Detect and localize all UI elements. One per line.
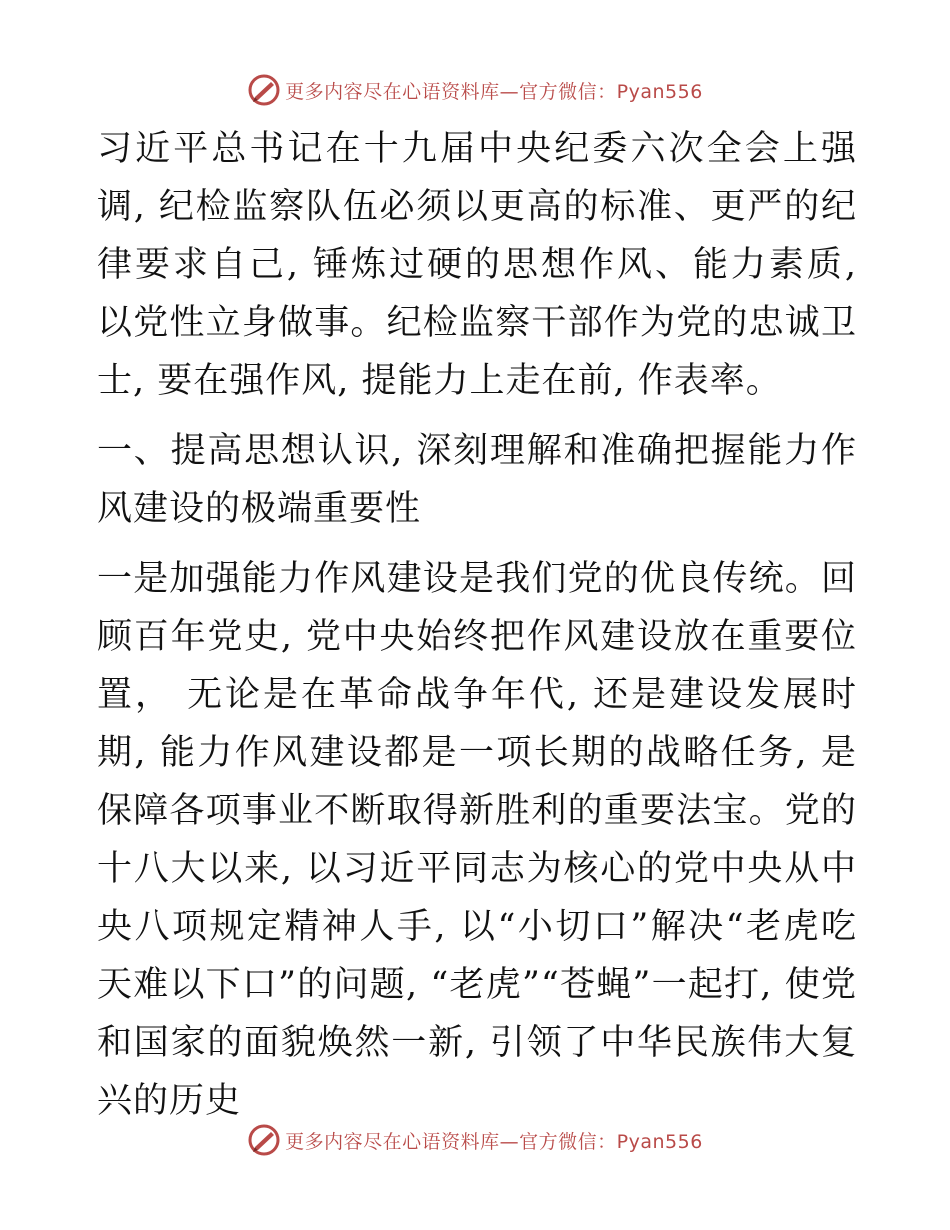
watermark-text: 更多内容尽在心语资料库—官方微信：Pyan556 [285, 1130, 703, 1153]
paragraph-intro: 习近平总书记在十九届中央纪委六次全会上强调, 纪检监察队伍必须以更高的标准、更严的纪律要求自己, 锤炼过硬的思想作风、能力素质, 以党性立身做事。纪检监察干部作为党的忠诚卫士, 要在强作风, 提能力上走在前, 作表率。 [97, 129, 857, 401]
header-watermark-banner [0, 70, 950, 110]
footer-watermark-banner [0, 1120, 950, 1160]
pen-logo-icon [247, 1123, 281, 1157]
pen-logo-icon [247, 73, 281, 107]
paragraph-point-1: 一是加强能力作风建设是我们党的优良传统。回顾百年党史, 党中央始终把作风建设放在重要位置， 无论是在革命战争年代, 还是建设发展时期, 能力作风建设都是一项长期的战略任务, 是保障各项事业不断取得新胜利的重要法宝。党的十八大以来, 以习近平同志为核心的党中央从中央八项规定精神人手, 以“小切口”解决“老虎吃天难以下口”的问题, “老虎”“苍蝇”一起打, 使党和国家的面貌焕然一新, 引领了中华民族伟大复兴的历史 [97, 559, 857, 1121]
document-body [97, 120, 857, 1130]
section-heading-1: 一、提高思想认识, 深刻理解和准确把握能力作风建设的极端重要性 [97, 431, 857, 529]
watermark-text: 更多内容尽在心语资料库—官方微信：Pyan556 [285, 80, 703, 103]
